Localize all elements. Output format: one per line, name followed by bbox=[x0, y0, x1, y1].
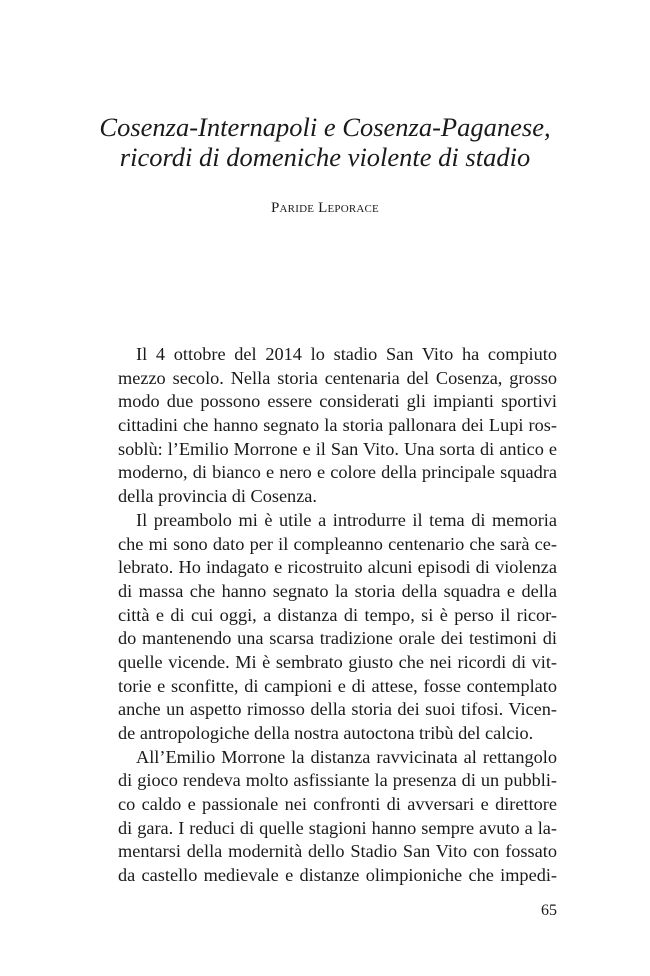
text-line: che mi sono dato per il compleanno centenario che sarà ce- bbox=[118, 533, 557, 554]
text-line: moderno, di bianco e nero e colore della principale squadra bbox=[118, 462, 557, 483]
text-line: quelle vicende. Mi è sembrato giusto che nei ricordi di vit- bbox=[118, 651, 557, 672]
text-line: della provincia di Cosenza. bbox=[118, 486, 317, 507]
chapter-title-line: ricordi di domeniche violente di stadio bbox=[119, 142, 531, 172]
text-line: All’Emilio Morrone la distanza ravvicinata al rettangolo bbox=[136, 746, 557, 767]
text-line: soblù: l’Emilio Morrone e il San Vito. Una sorta di antico e bbox=[118, 438, 557, 459]
text-line: Il preambolo mi è utile a introdurre il tema di memoria bbox=[136, 509, 557, 530]
text-line: mezzo secolo. Nella storia centenaria del Cosenza, grosso bbox=[118, 367, 557, 388]
text-line: di massa che hanno segnato la storia della squadra e della bbox=[118, 580, 557, 601]
paragraph bbox=[118, 746, 557, 888]
text-line: anche un aspetto rimosso della storia dei suoi tifosi. Vicen- bbox=[118, 699, 557, 720]
text-line: cittadini che hanno segnato la storia pallonara dei Lupi ros- bbox=[118, 415, 557, 436]
body-text bbox=[118, 343, 557, 888]
paragraph bbox=[118, 343, 557, 509]
text-line: lebrato. Ho indagato e ricostruito alcuni episodi di violenza bbox=[118, 557, 557, 578]
text-line: Il 4 ottobre del 2014 lo stadio San Vito ha compiuto bbox=[136, 344, 557, 364]
text-line: di gara. I reduci di quelle stagioni hanno sempre avuto a la- bbox=[118, 817, 557, 838]
text-line: torie e sconfitte, di campioni e di attese, fosse contemplato bbox=[118, 675, 557, 696]
text-line: modo due possono essere considerati gli impianti sportivi bbox=[118, 391, 557, 412]
paragraph bbox=[118, 509, 557, 746]
page-number: 65 bbox=[541, 902, 557, 919]
text-line: de antropologiche della nostra autoctona tribù del calcio. bbox=[118, 723, 534, 743]
text-line: co caldo e passionale nei confronti di avversari e direttore bbox=[118, 794, 557, 815]
text-line: da castello medievale e distanze olimpioniche che impedi- bbox=[118, 865, 557, 886]
chapter-title bbox=[60, 112, 590, 172]
text-line: città e di cui oggi, a distanza di tempo, si è perso il ricor- bbox=[118, 604, 557, 625]
text-line: do mantenendo una scarsa tradizione orale dei testimoni di bbox=[118, 628, 557, 649]
text-line: di gioco rendeva molto asfissiante la presenza di un pubbli- bbox=[118, 770, 557, 791]
author-name: Paride Leporace bbox=[271, 200, 379, 216]
chapter-title-line: Cosenza-Internapoli e Cosenza-Paganese, bbox=[99, 112, 551, 142]
text-line: mentarsi della modernità dello Stadio San Vito con fossato bbox=[118, 841, 557, 862]
